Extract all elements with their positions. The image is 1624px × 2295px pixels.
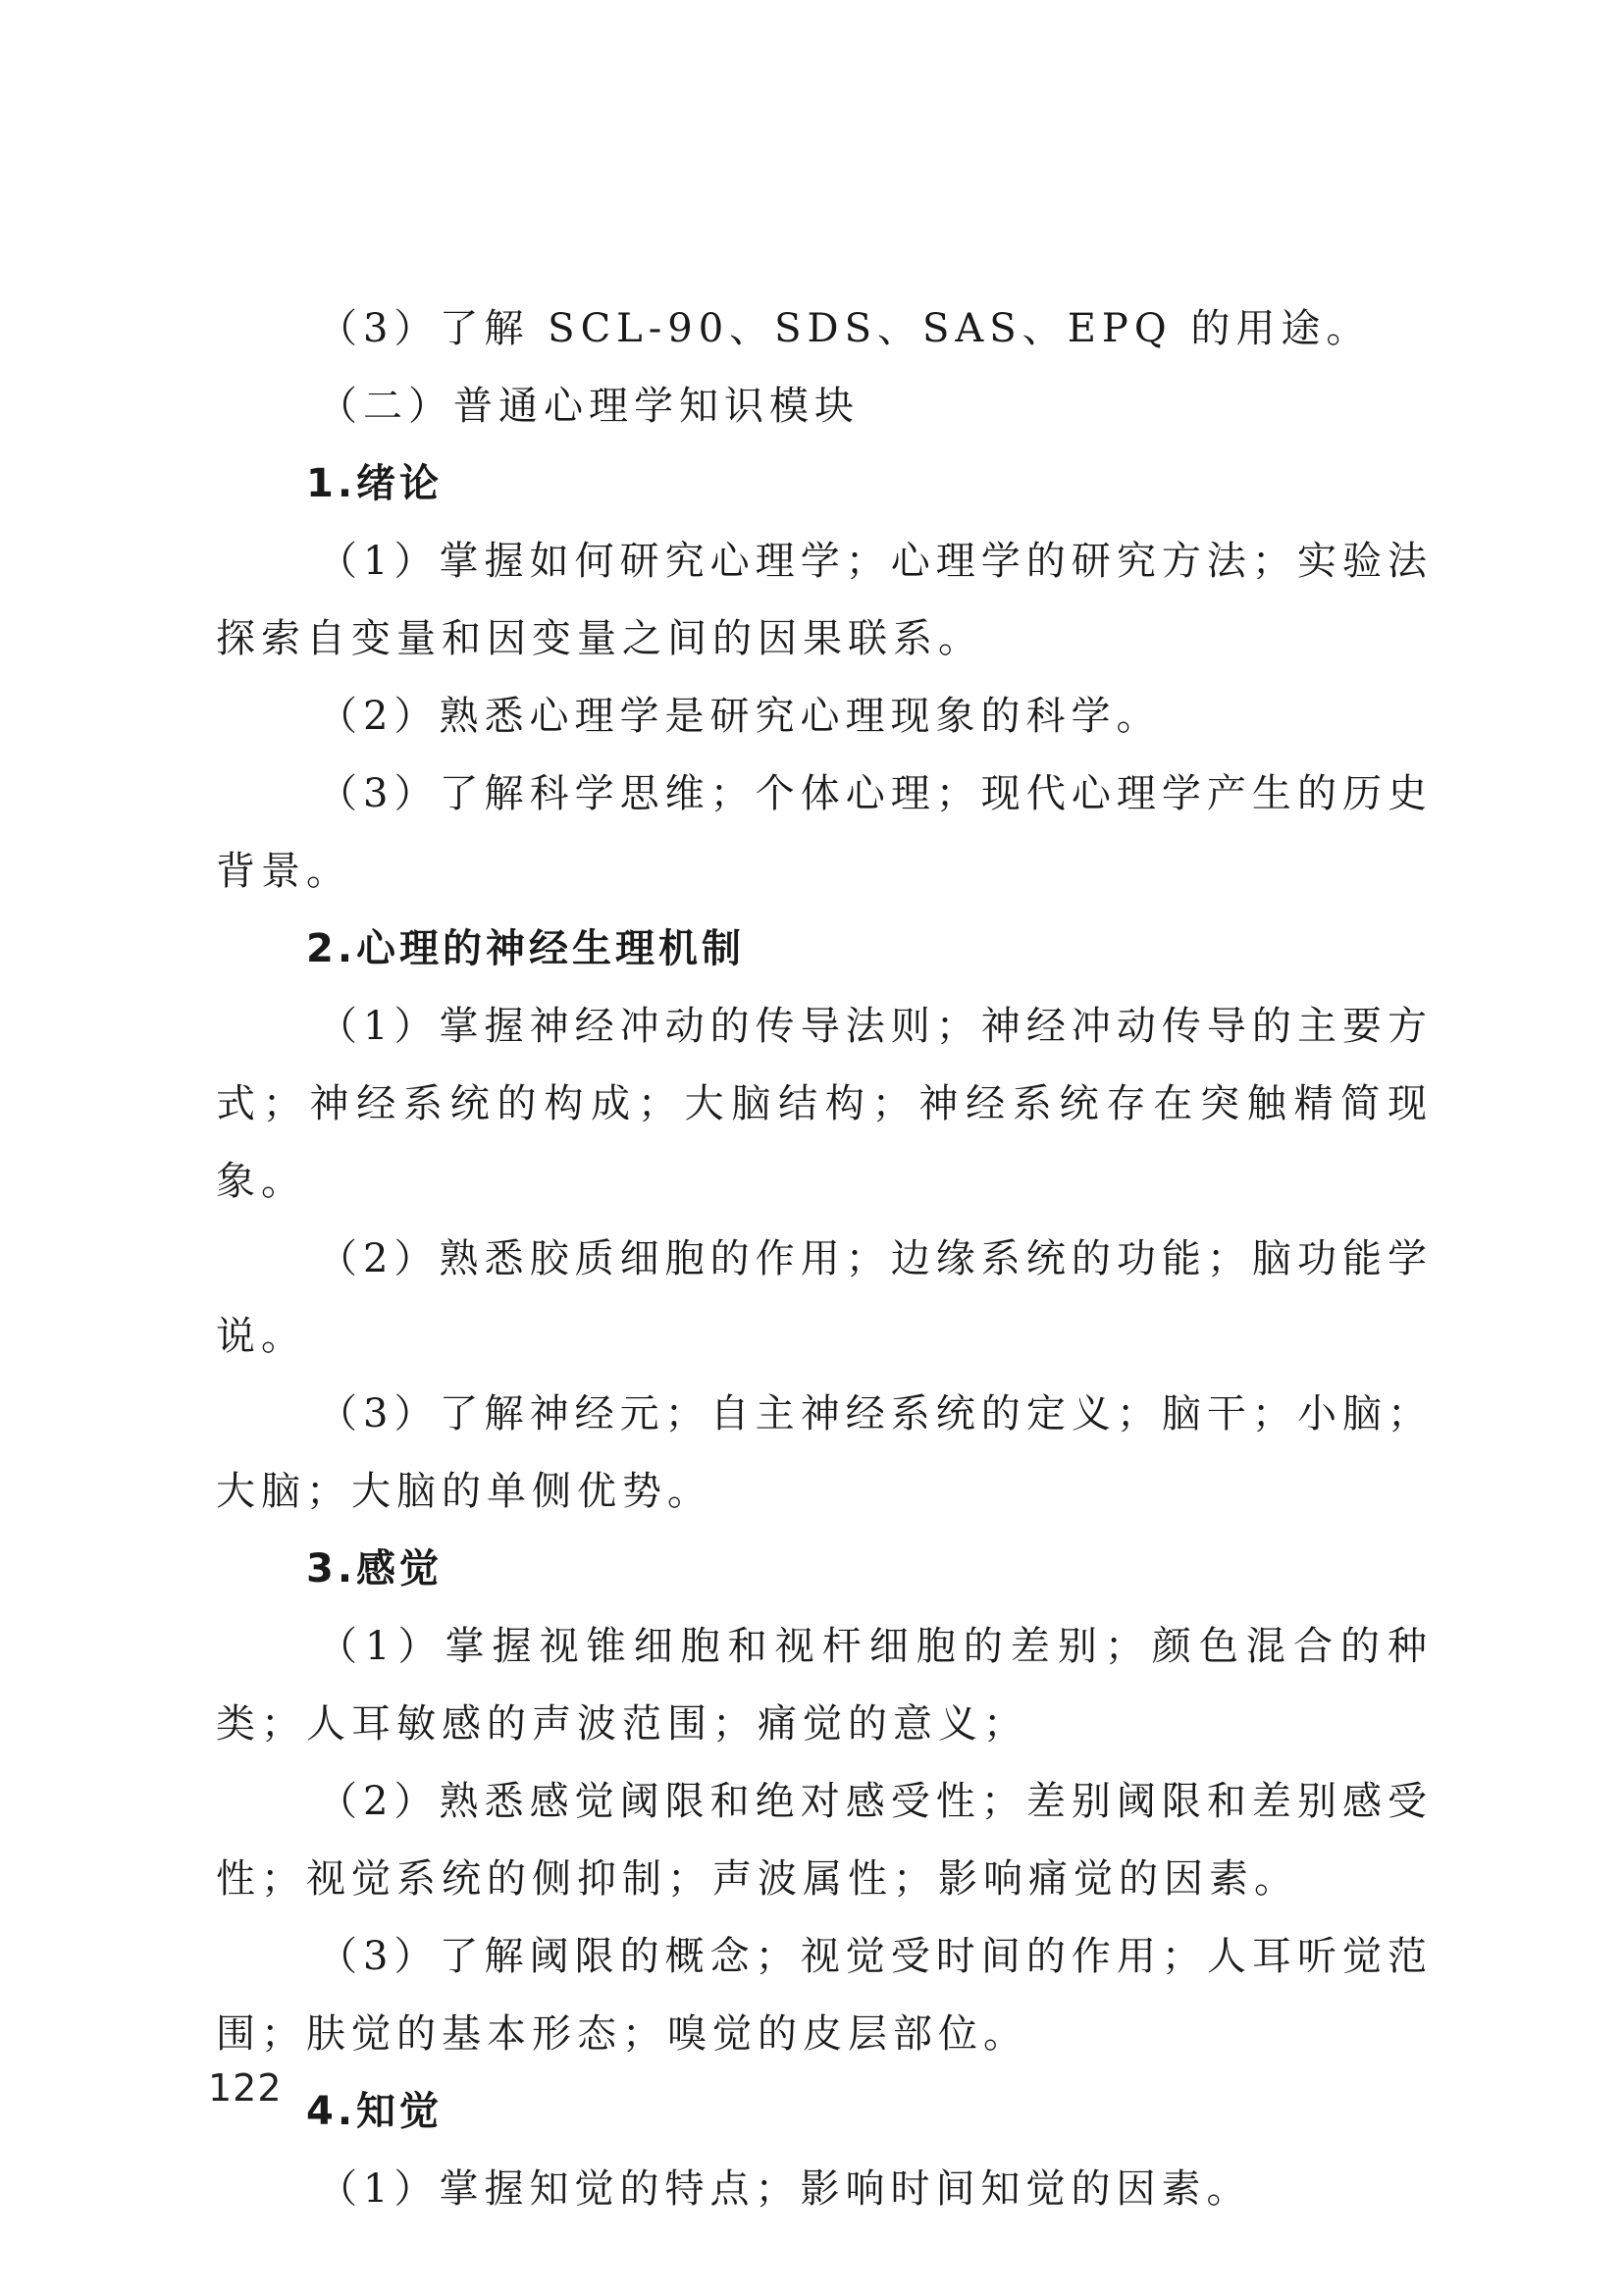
section-title-general-psychology: （二）普通心理学知识模块 — [318, 384, 860, 429]
page-number: 122 — [208, 2066, 283, 2110]
paragraph-neuro-understand: （3）了解神经元；自主神经系统的定义；脑干；小脑；大脑；大脑的单侧优势。 — [216, 1391, 1433, 1514]
heading-introduction: 1.绪论 — [306, 461, 444, 506]
heading-sensation: 3.感觉 — [306, 1546, 444, 1591]
paragraph-intro-familiar: （2）熟悉心理学是研究心理现象的科学。 — [318, 694, 1162, 739]
paragraph-scl90-usage: （3）了解 SCL-90、SDS、SAS、EPQ 的用途。 — [318, 306, 1372, 351]
paragraph-sensation-master: （1）掌握视锥细胞和视杆细胞的差别；颜色混合的种类；人耳敏感的声波范围；痛觉的意义； — [216, 1624, 1433, 1747]
heading-neurophysiology: 2.心理的神经生理机制 — [306, 926, 746, 971]
heading-perception: 4.知觉 — [306, 2089, 444, 2134]
paragraph-intro-understand: （3）了解科学思维；个体心理；现代心理学产生的历史背景。 — [216, 771, 1433, 894]
paragraph-perception-master: （1）掌握知觉的特点；影响时间知觉的因素。 — [318, 2166, 1252, 2212]
document-body — [216, 290, 1433, 2228]
paragraph-sensation-understand: （3）了解阈限的概念；视觉受时间的作用；人耳听觉范围；肤觉的基本形态；嗅觉的皮层部位。 — [216, 1934, 1433, 2057]
paragraph-neuro-familiar: （2）熟悉胶质细胞的作用；边缘系统的功能；脑功能学说。 — [216, 1236, 1433, 1359]
paragraph-neuro-master: （1）掌握神经冲动的传导法则；神经冲动传导的主要方式；神经系统的构成；大脑结构；神经系统存在突触精简现象。 — [216, 1004, 1433, 1204]
paragraph-sensation-familiar: （2）熟悉感觉阈限和绝对感受性；差别阈限和差别感受性；视觉系统的侧抑制；声波属性；影响痛觉的因素。 — [216, 1779, 1433, 1902]
paragraph-intro-master: （1）掌握如何研究心理学；心理学的研究方法；实验法探索自变量和因变量之间的因果联系。 — [216, 539, 1433, 661]
